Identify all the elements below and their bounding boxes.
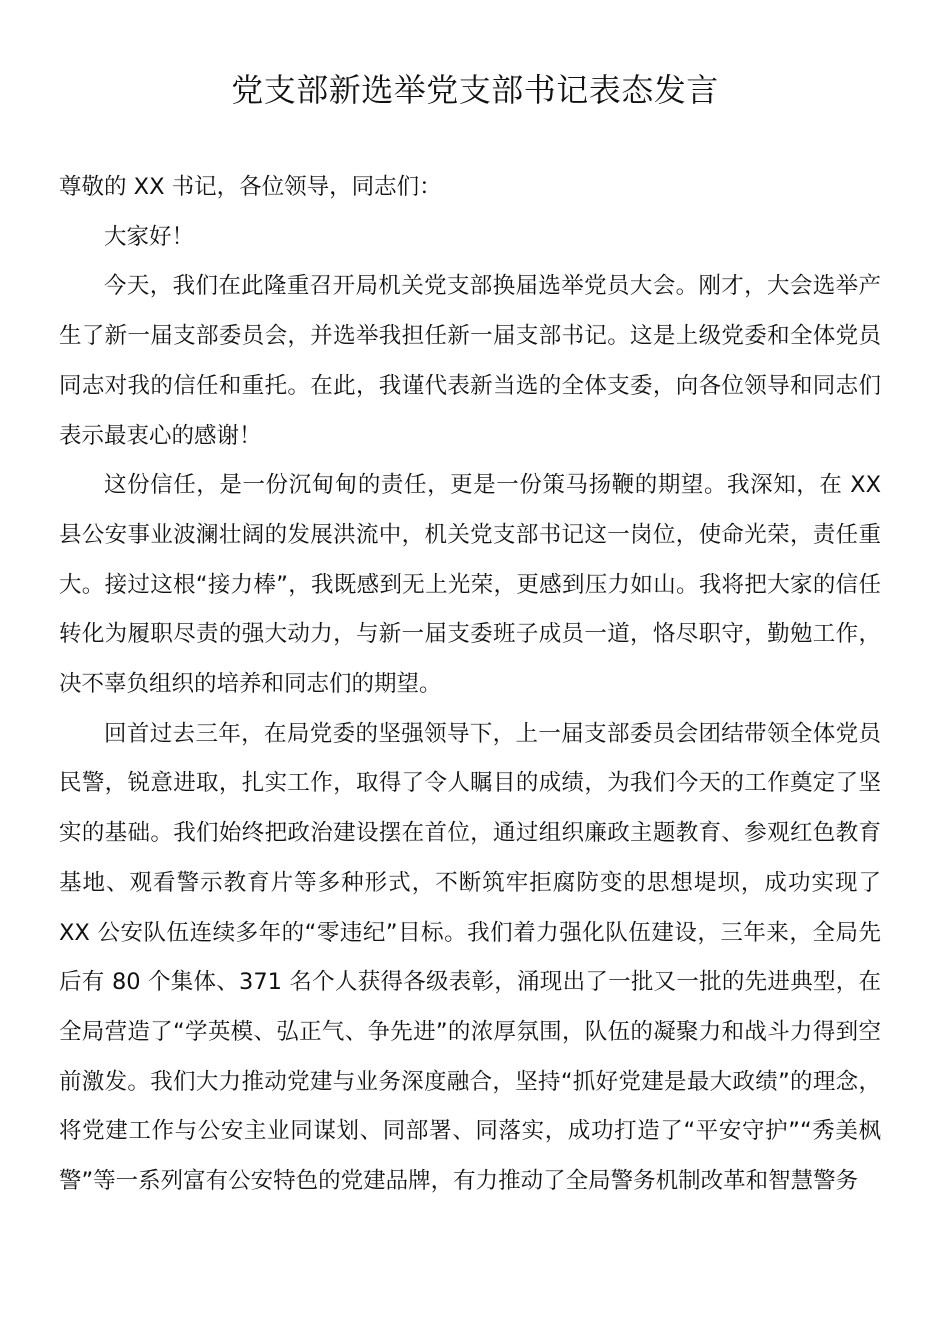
paragraph-election: 今天，我们在此隆重召开局机关党支部换届选举党员大会。刚才，大会选举产生了新一届支部委员会，并选举我担任新一届支部书记。这是上级党委和全体党员同志对我的信任和重托。在此，我谨代表新当选的全体支委，向各位领导和同志们表示最衷心的感谢！ (59, 273, 881, 449)
paragraph-review: 回首过去三年，在局党委的坚强领导下，上一届支部委员会团结带领全体党员民警，锐意进取，扎实工作，取得了令人瞩目的成绩，为我们今天的工作奠定了坚实的基础。我们始终把政治建设摆在首位，通过组织廉政主题教育、参观红色教育基地、观看警示教育片等多种形式，不断筑牢拒腐防变的思想堤坝，成功实现了 XX 公安队伍连续多年的“零违纪”目标。我们着力强化队伍建设，三年来，全局先后有 80 个集体、371 名个人获得各级表彰，涌现出了一批又一批的先进典型，在全局营造了“学英模、弘正气、争先进”的浓厚氛围，队伍的凝聚力和战斗力得到空前激发。我们大力推动党建与业务深度融合，坚持“抓好党建是最大政绩”的理念，将党建工作与公安主业同谋划、同部署、同落实，成功打造了“平安守护”“秀美枫警”等一系列富有公安特色的党建品牌，有力推动了全局警务机制改革和智慧警务 (59, 720, 881, 1195)
document-title: 党支部新选举党支部书记表态发言 (231, 71, 719, 109)
salutation: 尊敬的 XX 书记，各位领导，同志们： (59, 174, 442, 200)
paragraph-responsibility: 这份信任，是一份沉甸甸的责任，更是一份策马扬鞭的期望。我深知，在 XX 县公安事业波澜壮阔的发展洪流中，机关党支部书记这一岗位，使命光荣，责任重大。接过这根“接力棒”，我既感到无上光荣，更感到压力如山。我将把大家的信任转化为履职尽责的强大动力，与新一届支委班子成员一道，恪尽职守，勤勉工作，决不辜负组织的培养和同志们的期望。 (59, 472, 881, 698)
document-body (59, 163, 881, 1207)
paragraph-greeting: 大家好！ (104, 223, 195, 250)
